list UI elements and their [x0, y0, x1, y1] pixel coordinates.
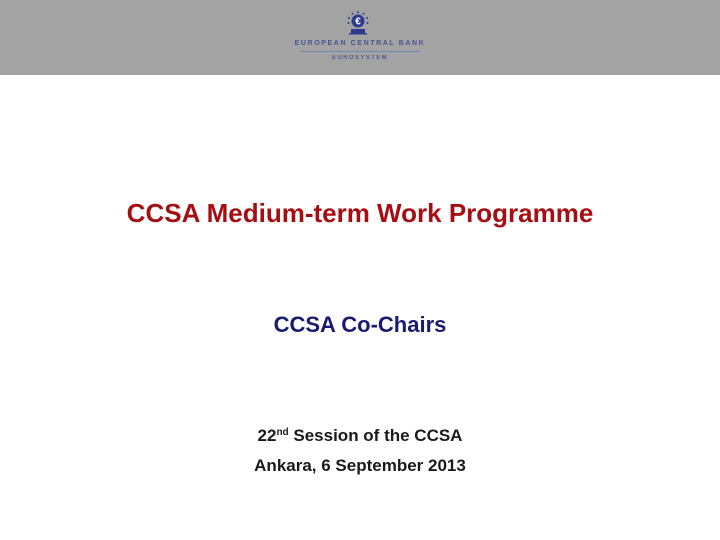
svg-text:€: € — [355, 16, 361, 28]
session-ordinal-suffix: nd — [276, 427, 289, 438]
presenter-line: CCSA Co-Chairs — [273, 312, 447, 337]
ecb-logo — [0, 0, 720, 75]
slide-title: CCSA Medium-term Work Programme — [126, 198, 594, 228]
euro-emblem-icon — [342, 10, 374, 36]
session-line — [0, 421, 720, 451]
logo-subtitle: EUROSYSTEM — [331, 55, 388, 61]
location-date-line: Ankara, 6 September 2013 — [254, 456, 466, 475]
session-info — [0, 421, 720, 481]
session-number: 22 — [257, 426, 277, 445]
session-text: Session of the CCSA — [288, 426, 463, 445]
logo-name: EUROPEAN CENTRAL BANK — [294, 40, 426, 47]
logo-divider — [300, 51, 420, 52]
